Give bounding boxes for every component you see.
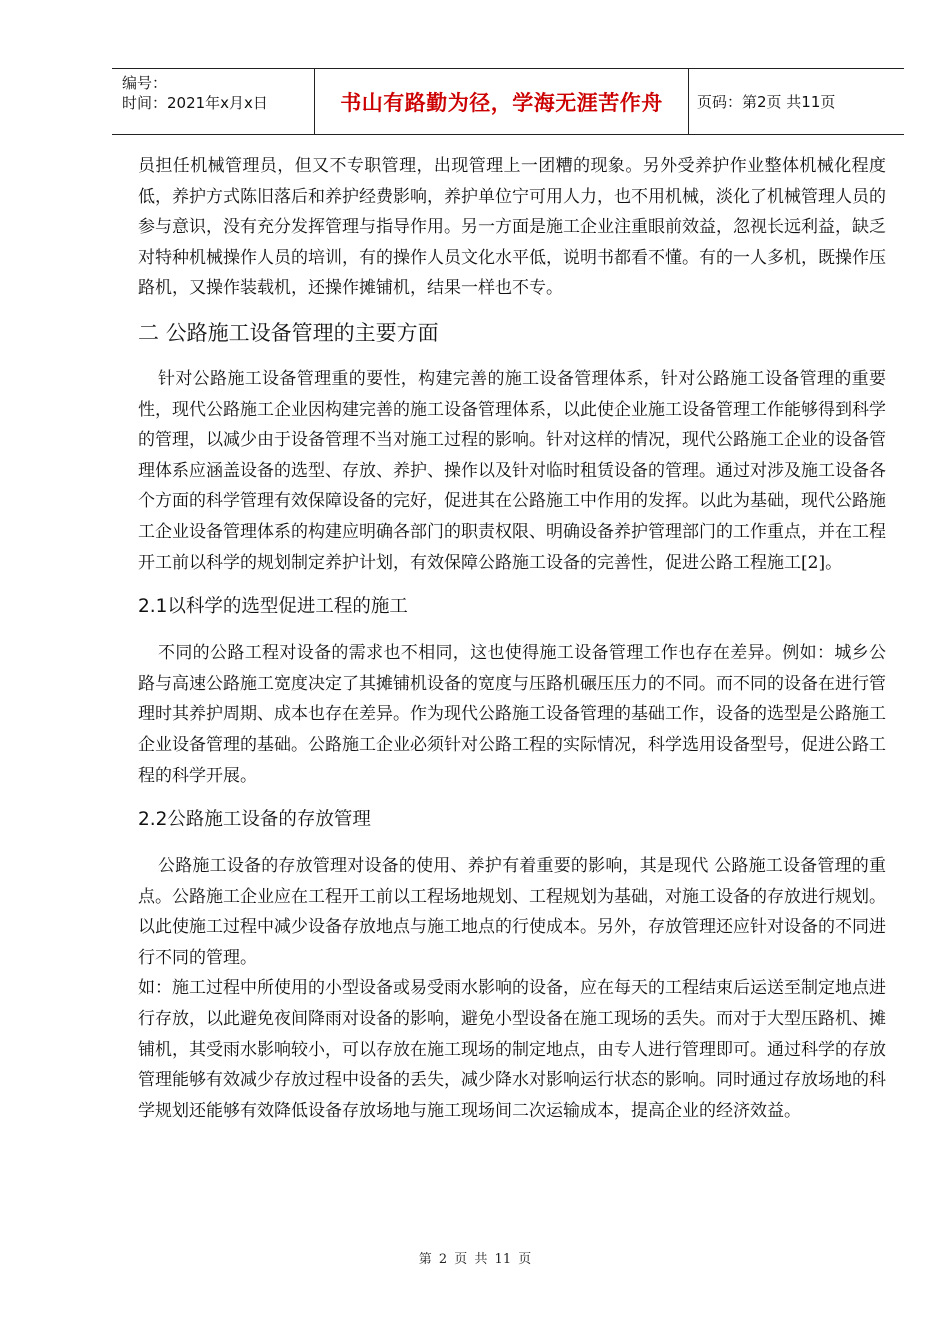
paragraph-3: 不同的公路工程对设备的需求也不相同，这也使得施工设备管理工作也存在差异。例如：城乡公路与高速公路施工宽度决定了其摊铺机设备的宽度与压路机碾压压力的不同。而不同的设备在进行管理时其养护周期、成本也存在差异。作为现代公路施工设备管理的基础工作，设备的选型是公路施工企业设备管理的基础。公路施工企业必须针对公路工程的实际情况，科学选用设备型号，促进公路工程的科学开展。 xyxy=(138,643,886,786)
page-header xyxy=(112,68,904,135)
header-page-info: 页码：第2页 共11页 xyxy=(697,93,836,111)
header-time-label: 时间：2021年x月x日 xyxy=(122,94,268,112)
section-2-title: 二 公路施工设备管理的主要方面 xyxy=(138,320,439,345)
paragraph-1: 员担任机械管理员，但又不专职管理，出现管理上一团糟的现象。另外受养护作业整体机械化程度低，养护方式陈旧落后和养护经费影响，养护单位宁可用人力，也不用机械，淡化了机械管理人员的参与意识，没有充分发挥管理与指导作用。另一方面是施工企业注重眼前效益，忽视长远利益，缺乏对特种机械操作人员的培训，有的操作人员文化水平低，说明书都看不懂。有的一人多机，既操作压路机，又操作装载机，还操作摊铺机，结果一样也不专。 xyxy=(138,156,886,299)
header-number-label: 编号： xyxy=(122,74,168,92)
header-meta xyxy=(112,69,315,134)
paragraph-2: 针对公路施工设备管理重的要性，构建完善的施工设备管理体系，针对公路施工设备管理的重要性，现代公路施工企业因构建完善的施工设备管理体系，以此使企业施工设备管理工作能够得到科学的管理，以减少由于设备管理不当对施工过程的影响。针对这样的情况，现代公路施工企业的设备管理体系应涵盖设备的选型、存放、养护、操作以及针对临时租赁设备的管理。通过对涉及施工设备各个方面的科学管理有效保障设备的完好，促进其在公路施工中作用的发挥。以此为基础，现代公路施工企业设备管理体系的构建应明确各部门的职责权限、明确设备养护管理部门的工作重点，并在工程开工前以科学的规划制定养护计划，有效保障公路施工设备的完善性，促进公路工程施工[2]。 xyxy=(138,368,886,573)
subsection-2-1-title: 2.1以科学的选型促进工程的施工 xyxy=(138,596,408,618)
paragraph-5: 如：施工过程中所使用的小型设备或易受雨水影响的设备，应在每天的工程结束后运送至制定地点进行存放，以此避免夜间降雨对设备的影响，避免小型设备在施工现场的丢失。而对于大型压路机、摊铺机，其受雨水影响较小，可以存放在施工现场的制定地点，由专人进行管理即可。通过科学的存放管理能够有效减少存放过程中设备的丢失，减少降水对影响运行状态的影响。同时通过存放场地的科学规划还能够有效降低设备存放场地与施工现场间二次运输成本，提高企业的经济效益。 xyxy=(138,978,886,1121)
paragraph-4: 公路施工设备的存放管理对设备的使用、养护有着重要的影响，其是现代 公路施工设备管理的重点。公路施工企业应在工程开工前以工程场地规划、工程规划为基础，对施工设备的存放进行规划。以此使施工过程中减少设备存放地点与施工地点的行使成本。另外，存放管理还应针对设备的不同进行不同的管理。 xyxy=(138,856,886,968)
subsection-2-2-title: 2.2公路施工设备的存放管理 xyxy=(138,809,371,831)
document-body xyxy=(138,151,886,1126)
header-motto: 书山有路勤为径，学海无涯苦作舟 xyxy=(315,69,689,134)
page-footer: 第 2 页 共 11 页 xyxy=(418,1252,532,1267)
